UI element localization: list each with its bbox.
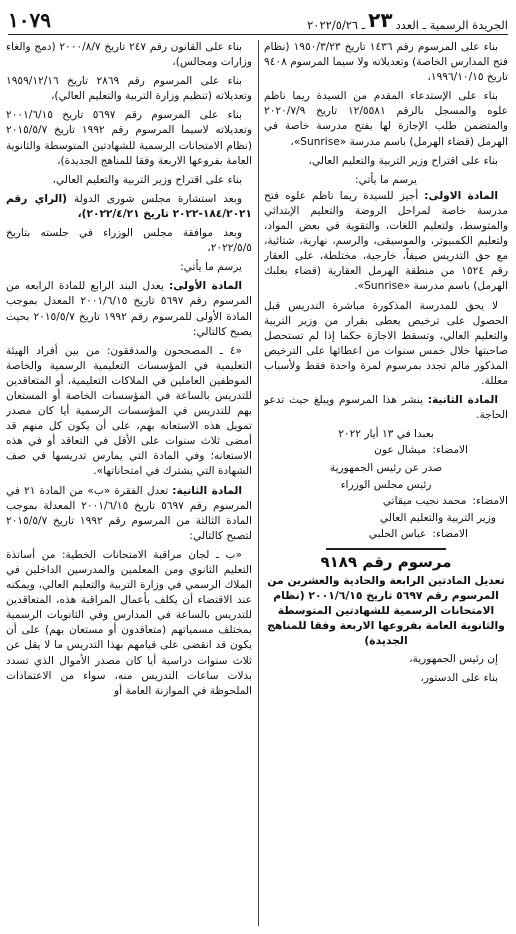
enactment-line: يرسم ما يأتي:: [180, 261, 242, 274]
signature-name: ميشال عون: [374, 444, 427, 457]
article-label: المادة الثانية:: [172, 484, 243, 497]
article-two: [264, 393, 508, 423]
page-number: ١٠٧٩: [8, 8, 51, 32]
paragraph: وبعد موافقة مجلس الوزراء في جلسته بتاريخ ٢٠٢٢/٥/٥،: [6, 227, 252, 255]
decree-title: مرسوم رقم ٩١٨٩: [320, 552, 452, 571]
paragraph: [6, 192, 252, 222]
article-text: يعدل البند الرابع للمادة الرابعه من المرسوم رقم ٥٦٩٧ تاريخ ٢٠٠١/٦/١٥ المعدل بموجب المادة الأولى للمرسوم رقم ١٩٩٢ تاريخ ٢٠١٥/٥/٧ بحيث يصبح كالتالي:: [6, 280, 252, 338]
article-one: [6, 279, 252, 339]
header-title-group: [307, 8, 508, 32]
signature-title: صدر عن رئيس الجمهورية: [329, 462, 443, 475]
article-text: ينشر هذا المرسوم ويبلغ حيث تدعو الحاجة.: [264, 394, 508, 422]
paragraph: بناء على الدستور،: [420, 672, 498, 685]
signature-name: عباس الحلبي: [368, 527, 427, 540]
paragraph: بناء على اقتراح وزير التربية والتعليم العالي،: [52, 173, 242, 186]
signature-president: [264, 443, 468, 458]
paragraph: بناء على المرسوم رقم ٥٦٩٧ تاريخ ٢٠٠١/٦/١٥ وتعديلاته لاسيما المرسوم رقم ١٩٩٢ تاريخ ٢٠١٥/٥/٧ (نظام الامتحانات الرسمية للشهادتين المتوسطة والثانوية العامة بفروعها الاربعة وفقا للمناهج الجديدة)،: [6, 109, 252, 167]
article-label: المادة الأولى:: [169, 280, 242, 293]
article-text: تعدل الفقرة «ب» من المادة ٢١ في المرسوم رقم ٥٦٩٧ تاريخ ٢٠٠١/٦/١٥ المعدلة بموجب المادة الثالثة من المرسوم رقم ١٩٩٢ تاريخ ٢٠١٥/٥/٧ لتصبح كالتالي:: [6, 484, 252, 542]
page-header: [8, 6, 508, 35]
signature-minister: [264, 527, 468, 542]
left-column: [6, 40, 252, 928]
opinion-reference: (الراي رقم ١٨٤/٢٠٢١-٢٠٢٢ تاريخ ٢٠٢٢/٤/٢١)،: [6, 192, 252, 220]
signature-name: محمد نجيب ميقاتي: [382, 494, 467, 507]
quoted-clause: «ب ـ لجان مراقبة الامتحانات الخطية: من أساتذة التعليم الثانوي ومن المعلمين والمدرسين الداخلين في الملاك الرسمي في وزارة التربية والتعليم العالي، ويمكنه عند الاقتضاء أن يكلف بأعمال المراقبة هذه، المتعاقدين للتدريس بالساعة في المدارس وفي الثانويات الرسمية بمختلف مسمياتهم (متعاقدون أو مستعان بهم) على أن يكون قد انقضى على قيامهم بهذا التدريس ما لا يقل عن ثلاث سنوات دراسية أيا كان مصدر الأموال الذي تسدد بدلات ساعات التدريس منه، سواء من الاعتمادات الملحوظة في الموازنة العامة أو: [6, 548, 252, 697]
paragraph: إن رئيس الجمهورية،: [409, 653, 498, 665]
paragraph: بناء على المرسوم رقم ١٤٣٦ تاريخ ١٩٥٠/٣/٢٣ (نظام فتح المدارس الخاصة) وتعديلاته ولا سيما المرسوم ٩٤٠٨ تاريخ ١٩٩٦/١٠/١٥،: [264, 41, 508, 84]
article-two: [6, 484, 252, 544]
paragraph: بناء على الإستدعاء المقدم من السيدة ريما ناظم علوه والمسجل بالرقم ١٢/٥٥٨١ تاريخ ٢٠٢٠/٧/٩ والمتضمن طلب الإجازة لها بفتح مدرسة خاصة في الهرمل (قضاء الهرمل) باسم مدرسة «Sunrise»،: [264, 90, 508, 148]
paragraph: بناء على المرسوم رقم ٢٨٦٩ تاريخ ١٩٥٩/١٢/١٦ وتعديلاته (تنظيم وزارة التربية والتعليم العالي)،: [6, 75, 252, 103]
article-label: المادة الثانية:: [427, 394, 498, 407]
signature-pm: [264, 494, 508, 509]
decree-subtitle: تعديل المادتين الرابعة والحادية والعشرين من المرسوم رقم ٥٦٩٧ تاريخ ٢٠٠١/٦/١٥ (نظام الامتحانات الرسمية للشهادتين المتوسطة والثانوية العامة بفروعها الاربعة وفقا للمناهج الجديدة): [267, 574, 505, 647]
paragraph: بناء على القانون رقم ٢٤٧ تاريخ ٢٠٠٠/٨/٧ (دمج والغاء وزارات ومجالس)،: [6, 41, 252, 69]
right-column: [264, 40, 508, 928]
paragraph: بناء على اقتراح وزير التربية والتعليم العالي،: [308, 154, 498, 167]
signature-title: وزير التربية والتعليم العالي: [379, 511, 496, 524]
issue-number: ٢٣: [368, 8, 393, 32]
signature-label: الامضاء:: [432, 527, 468, 540]
consultation-text: وبعد استشارة مجلس شورى الدولة: [67, 192, 242, 205]
section-rule: [326, 548, 446, 550]
column-divider: [258, 40, 259, 926]
signing-date: بعبدا في ١٣ أيار ٢٠٢٢: [338, 428, 434, 441]
paragraph: لا يحق للمدرسة المذكورة مباشرة التدريس قبل الحصول على ترخيص يعطى بقرار من وزير التربية والتعليم العالي، وتسقط الاجازة حكما إذا لم تستحصل صاحبتها خلال خمس سنوات من اعطائها على الترخيص المذكور مالم تجدد بمرسوم لمرة واحدة فقط ولأسباب معللة.: [264, 299, 508, 387]
journal-name: الجريدة الرسمية ـ العدد: [395, 18, 508, 32]
signature-title: رئيس مجلس الوزراء: [340, 478, 432, 491]
article-label: المادة الاولى:: [424, 189, 498, 202]
article-text: أجيز للسيدة ريما ناظم علوه فتح مدرسة خاصة لمراحل الروضة والتعليم الإبتدائي والمتوسط، ولتعليم اللغات، والتقوية في بعض المواد، ولتعليم الكمبيوتر، والموسيقى، والرسم، نهارية، شتائية، مع حق التدريس صيفاً، خارجية، مختلطة، على العقار رقم ١٥٢٤ من منطقة الهرمل العقارية (قضاء بعلبك الهرمل) باسم مدرسة «Sunrise».: [264, 189, 508, 293]
issue-date: ـ ٢٠٢٢/٥/٢٦: [307, 18, 366, 32]
enactment-line: يرسم ما يأتي:: [355, 173, 417, 186]
signature-label: الامضاء:: [472, 494, 508, 507]
quoted-clause: «٤ ـ المصححون والمدققون: من بين أفراد الهيئة التعليمية في المؤسسات التعليمية الرسمية والخاصة الموظفين العاملين في الملاكات التعليمية، أو المتعاقدين للتدريس بالساعة في المؤسسات الخاصة أو المستعان بهم للتدريس في المؤسسات الرسمية أيا كان مصدر تمويل هذه الاستعانه بهم، على أن يكون كل منهم قد أمضى ثلاث سنوات على الأقل في التعاقد أو في هذه الاستعانه؛ وفي المادة التي يمارس تدريسها في صف الشهادة التي يشترك في امتحاناتها».: [6, 344, 252, 478]
article-one: [264, 189, 508, 295]
signature-label: الامضاء:: [432, 444, 468, 457]
